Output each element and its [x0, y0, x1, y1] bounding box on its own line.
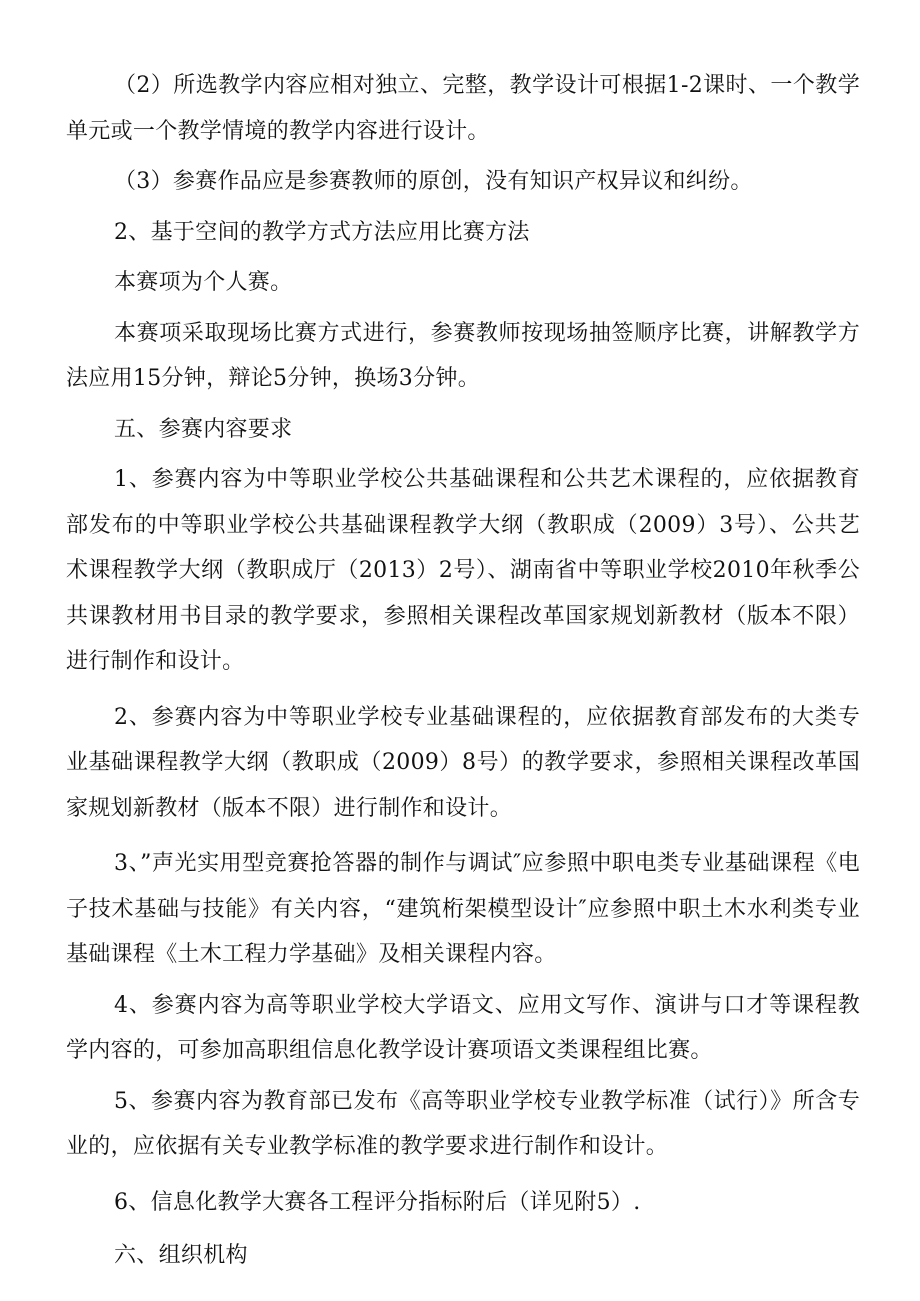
paragraph-requirement-1: 1、参赛内容为中等职业学校公共基础课程和公共艺术课程的，应依据教育部发布的中等职业学校公共基础课程教学大纲（教职成（2009）3号）、公共艺术课程教学大纲（教职成厅（2013）2号）、湖南省中等职业学校2010年秋季公共课教材用书目录的教学要求，参照相关课程改革国家规划新教材（版本不限）进行制作和设计。: [66, 467, 860, 674]
section-heading-organization: 六、组织机构: [114, 1243, 248, 1268]
paragraph-item-3-originality: （3）参赛作品应是参赛教师的原创，没有知识产权异议和纠纷。: [114, 169, 753, 194]
section-heading-competition-method: 2、基于空间的教学方式方法应用比赛方法: [114, 219, 530, 245]
paragraph-requirement-5: 5、参赛内容为教育部已发布《高等职业学校专业教学标准（试行）》所含专业的，应依据有关专业教学标准的教学要求进行制作和设计。: [66, 1088, 860, 1159]
paragraph-on-site-format: 本赛项采取现场比赛方式进行，参赛教师按现场抽签顺序比赛，讲解教学方法应用15分钟，辩论5分钟，换场3分钟。: [66, 320, 860, 391]
paragraph-item-2-scope: （2）所选教学内容应相对独立、完整，教学设计可根据1-2课时、一个教学单元或一个教学情境的教学内容进行设计。: [66, 73, 860, 144]
section-heading-content-requirements: 五、参赛内容要求: [114, 416, 293, 442]
paragraph-requirement-2: 2、参赛内容为中等职业学校专业基础课程的，应依据教育部发布的大类专业基础课程教学大纲（教职成（2009）8号）的教学要求，参照相关课程改革国家规划新教材（版本不限）进行制作和设计。: [66, 704, 860, 821]
paragraph-individual-event: 本赛项为个人赛。: [114, 270, 293, 295]
paragraph-requirement-4: 4、参赛内容为高等职业学校大学语文、应用文写作、演讲与口才等课程教学内容的，可参加高职组信息化教学设计赛项语文类课程组比赛。: [66, 992, 860, 1063]
paragraph-requirement-3: 3、”声光实用型竞赛抢答器的制作与调试″应参照中职电类专业基础课程《电子技术基础与技能》有关内容，“建筑桁架模型设计″应参照中职土木水利类专业基础课程《土木工程力学基础》及相关课程内容。: [66, 851, 860, 967]
paragraph-requirement-6: 6、信息化教学大赛各工程评分指标附后（详见附5）.: [114, 1189, 641, 1215]
